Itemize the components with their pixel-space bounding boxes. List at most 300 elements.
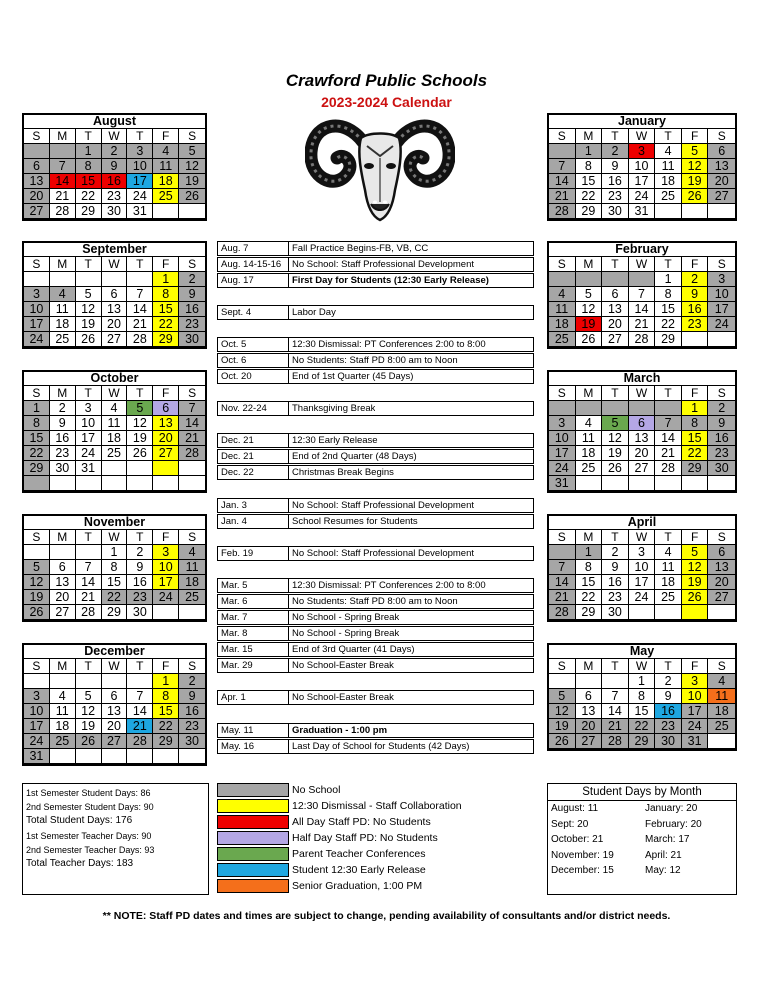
calendar-day	[24, 272, 50, 287]
day-header: S	[708, 257, 735, 272]
calendar-day: 28	[655, 461, 682, 476]
calendar-day: 26	[179, 189, 205, 204]
calendar-day: 19	[24, 590, 50, 605]
event-text: No School-Easter Break	[292, 692, 394, 703]
legend-swatch	[217, 863, 289, 877]
legend-label: Senior Graduation, 1:00 PM	[292, 880, 423, 892]
legend-item	[217, 831, 534, 846]
calendar-day: 4	[179, 545, 205, 560]
calendar-day	[24, 674, 50, 689]
calendar-day	[24, 545, 50, 560]
calendar-day: 14	[602, 704, 629, 719]
event-date: Dec. 21	[218, 434, 289, 447]
calendar-day: 5	[179, 144, 205, 159]
calendar-day: 22	[76, 189, 102, 204]
day-header: T	[655, 257, 682, 272]
month-april	[547, 514, 737, 622]
calendar-day: 10	[24, 704, 50, 719]
event-date: Apr. 1	[218, 691, 289, 704]
event-text: No School - Spring Break	[292, 612, 400, 623]
calendar-day: 29	[629, 734, 656, 749]
calendar-day	[629, 272, 656, 287]
month-august	[22, 113, 207, 221]
calendar-day: 11	[50, 704, 76, 719]
calendar-day: 21	[127, 719, 153, 734]
calendar-day: 17	[127, 174, 153, 189]
calendar-day	[102, 272, 128, 287]
day-header: S	[24, 257, 50, 272]
calendar-day: 16	[179, 704, 205, 719]
day-header: S	[549, 530, 576, 545]
month-name: November	[24, 516, 205, 530]
calendar-day: 30	[708, 461, 735, 476]
calendar-day	[682, 332, 709, 347]
day-header: F	[682, 129, 709, 144]
calendar-day: 16	[708, 431, 735, 446]
calendar-day: 8	[629, 689, 656, 704]
calendar-day	[708, 332, 735, 347]
calendar-day: 1	[76, 144, 102, 159]
calendar-day: 29	[102, 605, 128, 620]
calendar-day: 16	[602, 575, 629, 590]
day-header: T	[76, 129, 102, 144]
day-header: T	[602, 386, 629, 401]
event-date: Nov. 22-24	[218, 402, 289, 415]
calendar-day: 23	[127, 590, 153, 605]
event-row	[217, 241, 534, 256]
calendar-day: 11	[102, 416, 128, 431]
day-header: W	[629, 257, 656, 272]
calendar-day	[50, 272, 76, 287]
event-date: May. 11	[218, 724, 289, 737]
calendar-day	[102, 476, 128, 491]
calendar-day: 21	[127, 317, 153, 332]
event-row	[217, 498, 534, 513]
event-date: Aug. 17	[218, 274, 289, 287]
event-text: No School-Easter Break	[292, 660, 394, 671]
calendar-day: 6	[602, 287, 629, 302]
calendar-day: 20	[629, 446, 656, 461]
month-days: January: 20	[645, 803, 698, 814]
day-header: F	[682, 530, 709, 545]
calendar-day: 2	[50, 401, 76, 416]
calendar-day: 15	[682, 431, 709, 446]
calendar-day: 7	[602, 689, 629, 704]
calendar-day: 31	[24, 749, 50, 764]
calendar-day: 8	[102, 560, 128, 575]
calendar-day	[655, 476, 682, 491]
month-name: March	[549, 372, 735, 386]
calendar-day: 6	[708, 545, 735, 560]
calendar-day	[50, 144, 76, 159]
month-march	[547, 370, 737, 493]
calendar-day: 6	[24, 159, 50, 174]
calendar-day: 18	[655, 575, 682, 590]
calendar-day: 10	[127, 159, 153, 174]
calendar-day	[629, 605, 656, 620]
calendar-day: 8	[576, 560, 603, 575]
calendar-day	[576, 476, 603, 491]
calendar-day: 26	[76, 332, 102, 347]
calendar-day: 31	[127, 204, 153, 219]
calendar-day	[549, 401, 576, 416]
calendar-day: 15	[102, 575, 128, 590]
calendar-day: 5	[682, 545, 709, 560]
day-header: T	[127, 257, 153, 272]
calendar-day: 6	[708, 144, 735, 159]
calendar-day	[602, 674, 629, 689]
calendar-day	[153, 204, 179, 219]
calendar-day: 16	[127, 575, 153, 590]
legend-item	[217, 783, 534, 798]
calendar-day: 22	[102, 590, 128, 605]
calendar-day: 6	[102, 689, 128, 704]
event-row	[217, 658, 534, 673]
calendar-day: 17	[682, 704, 709, 719]
day-header: T	[127, 530, 153, 545]
calendar-day: 11	[153, 159, 179, 174]
day-header: T	[76, 659, 102, 674]
calendar-day	[682, 605, 709, 620]
calendar-day: 7	[655, 416, 682, 431]
day-header: T	[76, 386, 102, 401]
calendar-day: 24	[549, 461, 576, 476]
calendar-day: 15	[655, 302, 682, 317]
event-text: No School: Staff Professional Development	[292, 500, 475, 511]
calendar-day: 11	[549, 302, 576, 317]
calendar-day: 7	[127, 287, 153, 302]
day-header: W	[629, 129, 656, 144]
calendar-day: 23	[682, 317, 709, 332]
calendar-day: 26	[602, 461, 629, 476]
month-days: December: 15	[551, 865, 614, 876]
calendar-day: 25	[153, 189, 179, 204]
day-header: F	[682, 659, 709, 674]
calendar-day: 19	[602, 446, 629, 461]
day-header: S	[24, 386, 50, 401]
calendar-day: 7	[76, 560, 102, 575]
calendar-day: 30	[602, 605, 629, 620]
calendar-day	[102, 674, 128, 689]
month-february	[547, 241, 737, 349]
calendar-day: 29	[576, 605, 603, 620]
calendar-day: 10	[682, 689, 709, 704]
school-name: Crawford Public Schools	[285, 71, 488, 90]
calendar-day	[655, 204, 682, 219]
day-header: W	[102, 386, 128, 401]
calendar-day: 1	[629, 674, 656, 689]
calendar-day: 7	[179, 401, 205, 416]
calendar-day: 24	[76, 446, 102, 461]
month-september	[22, 241, 207, 349]
day-header: S	[549, 129, 576, 144]
event-row	[217, 401, 534, 416]
day-header: M	[576, 129, 603, 144]
calendar-day: 4	[708, 674, 735, 689]
day-header: S	[549, 659, 576, 674]
calendar-day	[682, 204, 709, 219]
calendar-day: 5	[24, 560, 50, 575]
legend-swatch	[217, 831, 289, 845]
calendar-day: 25	[655, 590, 682, 605]
calendar-day: 9	[602, 159, 629, 174]
calendar-day: 8	[24, 416, 50, 431]
calendar-day	[50, 545, 76, 560]
day-header: T	[127, 659, 153, 674]
calendar-day: 18	[50, 719, 76, 734]
legend-label: Parent Teacher Conferences	[292, 848, 426, 860]
calendar-day: 20	[576, 719, 603, 734]
calendar-day: 30	[179, 734, 205, 749]
event-text: Graduation - 1:00 pm	[292, 725, 388, 736]
calendar-day: 11	[50, 302, 76, 317]
event-date: Oct. 6	[218, 354, 289, 367]
calendar-day: 12	[682, 560, 709, 575]
calendar-day: 26	[76, 734, 102, 749]
color-legend	[217, 783, 534, 895]
day-header: S	[708, 530, 735, 545]
calendar-day: 23	[179, 317, 205, 332]
calendar-day	[629, 401, 656, 416]
day-header: S	[549, 257, 576, 272]
calendar-day: 13	[153, 416, 179, 431]
calendar-day	[127, 461, 153, 476]
calendar-day	[602, 476, 629, 491]
calendar-day: 19	[549, 719, 576, 734]
calendar-day: 16	[655, 704, 682, 719]
month-name: January	[549, 115, 735, 129]
calendar-day: 27	[153, 446, 179, 461]
calendar-day: 27	[24, 204, 50, 219]
calendar-day: 19	[682, 174, 709, 189]
day-header: W	[102, 257, 128, 272]
day-header: W	[629, 530, 656, 545]
day-header: S	[549, 386, 576, 401]
day-header: M	[50, 530, 76, 545]
calendar-day: 12	[127, 416, 153, 431]
event-date: Dec. 21	[218, 450, 289, 463]
calendar-day: 28	[602, 734, 629, 749]
event-row	[217, 546, 534, 561]
calendar-day: 11	[655, 560, 682, 575]
calendar-day: 25	[549, 332, 576, 347]
calendar-day: 6	[102, 287, 128, 302]
day-header: W	[629, 386, 656, 401]
day-header: T	[602, 257, 629, 272]
day-header: S	[708, 129, 735, 144]
calendar-day: 21	[655, 446, 682, 461]
calendar-day	[629, 476, 656, 491]
calendar-day: 8	[682, 416, 709, 431]
calendar-year: 2023-2024 Calendar	[321, 94, 452, 110]
calendar-day: 10	[76, 416, 102, 431]
event-row	[217, 723, 534, 738]
calendar-day: 12	[682, 159, 709, 174]
calendar-day: 11	[576, 431, 603, 446]
day-header: M	[50, 129, 76, 144]
calendar-day: 30	[602, 204, 629, 219]
event-row	[217, 594, 534, 609]
calendar-day: 7	[127, 689, 153, 704]
calendar-day: 15	[576, 575, 603, 590]
student-days-by-month	[547, 783, 737, 895]
month-days: February: 20	[645, 818, 702, 830]
calendar-day	[576, 401, 603, 416]
event-text: No Students: Staff PD 8:00 am to Noon	[292, 596, 458, 607]
day-header: T	[127, 129, 153, 144]
calendar-day: 13	[24, 174, 50, 189]
day-header: T	[76, 257, 102, 272]
calendar-day: 18	[549, 317, 576, 332]
calendar-day: 28	[76, 605, 102, 620]
calendar-day	[708, 204, 735, 219]
day-header: T	[602, 530, 629, 545]
calendar-day: 22	[153, 317, 179, 332]
calendar-day: 22	[153, 719, 179, 734]
calendar-day: 3	[549, 416, 576, 431]
event-row	[217, 433, 534, 448]
month-november	[22, 514, 207, 622]
calendar-day	[708, 605, 735, 620]
day-header: T	[655, 659, 682, 674]
calendar-day: 28	[179, 446, 205, 461]
calendar-day: 15	[576, 174, 603, 189]
calendar-day	[153, 461, 179, 476]
calendar-day: 7	[549, 560, 576, 575]
event-date: Jan. 3	[218, 499, 289, 512]
day-header: F	[682, 386, 709, 401]
calendar-day: 1	[576, 144, 603, 159]
calendar-day: 17	[629, 575, 656, 590]
event-row	[217, 610, 534, 625]
calendar-day	[708, 734, 735, 749]
calendar-day: 24	[24, 734, 50, 749]
calendar-day: 29	[655, 332, 682, 347]
calendar-day: 27	[102, 734, 128, 749]
calendar-day: 8	[153, 689, 179, 704]
day-header: W	[102, 659, 128, 674]
calendar-day: 17	[24, 719, 50, 734]
calendar-day: 17	[24, 317, 50, 332]
calendar-day	[602, 272, 629, 287]
calendar-day: 30	[655, 734, 682, 749]
month-days: August: 11	[551, 803, 599, 814]
calendar-day: 3	[629, 144, 656, 159]
calendar-day: 20	[602, 317, 629, 332]
calendar-day: 29	[576, 204, 603, 219]
calendar-day: 13	[629, 431, 656, 446]
calendar-day: 16	[102, 174, 128, 189]
month-name: September	[24, 243, 205, 257]
calendar-day	[24, 144, 50, 159]
calendar-day: 24	[24, 332, 50, 347]
calendar-day: 28	[629, 332, 656, 347]
day-header: M	[50, 659, 76, 674]
calendar-day: 7	[50, 159, 76, 174]
calendar-day: 24	[127, 189, 153, 204]
calendar-day: 16	[682, 302, 709, 317]
day-header: M	[50, 257, 76, 272]
sem1-teacher-days: 1st Semester Teacher Days: 90	[26, 830, 152, 841]
calendar-day: 9	[50, 416, 76, 431]
calendar-day: 23	[708, 446, 735, 461]
calendar-day	[655, 401, 682, 416]
month-name: April	[549, 516, 735, 530]
event-text: School Resumes for Students	[292, 516, 418, 527]
calendar-day: 31	[682, 734, 709, 749]
calendar-day: 21	[549, 189, 576, 204]
ram-head-icon	[305, 112, 455, 224]
legend-label: 12:30 Dismissal - Staff Collaboration	[292, 800, 462, 812]
calendar-day	[50, 749, 76, 764]
event-text: 12:30 Dismissal: PT Conferences 2:00 to 8:00	[292, 580, 486, 591]
calendar-day: 15	[76, 174, 102, 189]
calendar-day: 25	[50, 734, 76, 749]
calendar-day: 5	[549, 689, 576, 704]
calendar-day: 18	[102, 431, 128, 446]
legend-item	[217, 879, 534, 894]
event-text: End of 3rd Quarter (41 Days)	[292, 644, 415, 655]
calendar-day: 5	[76, 689, 102, 704]
calendar-day: 19	[682, 575, 709, 590]
calendar-day	[576, 272, 603, 287]
calendar-day: 28	[127, 332, 153, 347]
event-text: Last Day of School for Students (42 Days)	[292, 741, 470, 752]
legend-label: All Day Staff PD: No Students	[292, 816, 431, 828]
calendar-day: 2	[102, 144, 128, 159]
day-header: T	[655, 530, 682, 545]
calendar-day: 18	[50, 317, 76, 332]
calendar-day: 11	[655, 159, 682, 174]
calendar-day: 12	[179, 159, 205, 174]
calendar-day: 23	[602, 590, 629, 605]
calendar-day: 20	[102, 317, 128, 332]
event-row	[217, 337, 534, 352]
calendar-day: 24	[629, 189, 656, 204]
calendar-day: 10	[629, 560, 656, 575]
calendar-day: 9	[127, 560, 153, 575]
calendar-day	[549, 674, 576, 689]
month-days: October: 21	[551, 834, 604, 845]
calendar-day: 22	[655, 317, 682, 332]
event-date: Mar. 8	[218, 627, 289, 640]
calendar-day	[50, 674, 76, 689]
calendar-day: 29	[153, 734, 179, 749]
calendar-day: 14	[549, 575, 576, 590]
total-student-days: Total Student Days: 176	[26, 815, 133, 827]
calendar-day: 4	[655, 545, 682, 560]
calendar-day: 22	[576, 590, 603, 605]
calendar-day: 9	[179, 287, 205, 302]
event-date: Mar. 7	[218, 611, 289, 624]
calendar-day: 7	[629, 287, 656, 302]
calendar-day: 1	[682, 401, 709, 416]
day-header: T	[602, 129, 629, 144]
calendar-day	[549, 272, 576, 287]
calendar-day: 12	[602, 431, 629, 446]
event-date: Mar. 6	[218, 595, 289, 608]
calendar-day	[708, 476, 735, 491]
total-teacher-days: Total Teacher Days: 183	[26, 858, 134, 870]
calendar-day: 3	[24, 689, 50, 704]
calendar-day: 2	[708, 401, 735, 416]
calendar-day: 3	[127, 144, 153, 159]
calendar-day: 29	[682, 461, 709, 476]
calendar-day: 7	[549, 159, 576, 174]
calendar-day: 18	[576, 446, 603, 461]
calendar-day: 2	[602, 144, 629, 159]
month-days: March: 17	[645, 834, 690, 845]
